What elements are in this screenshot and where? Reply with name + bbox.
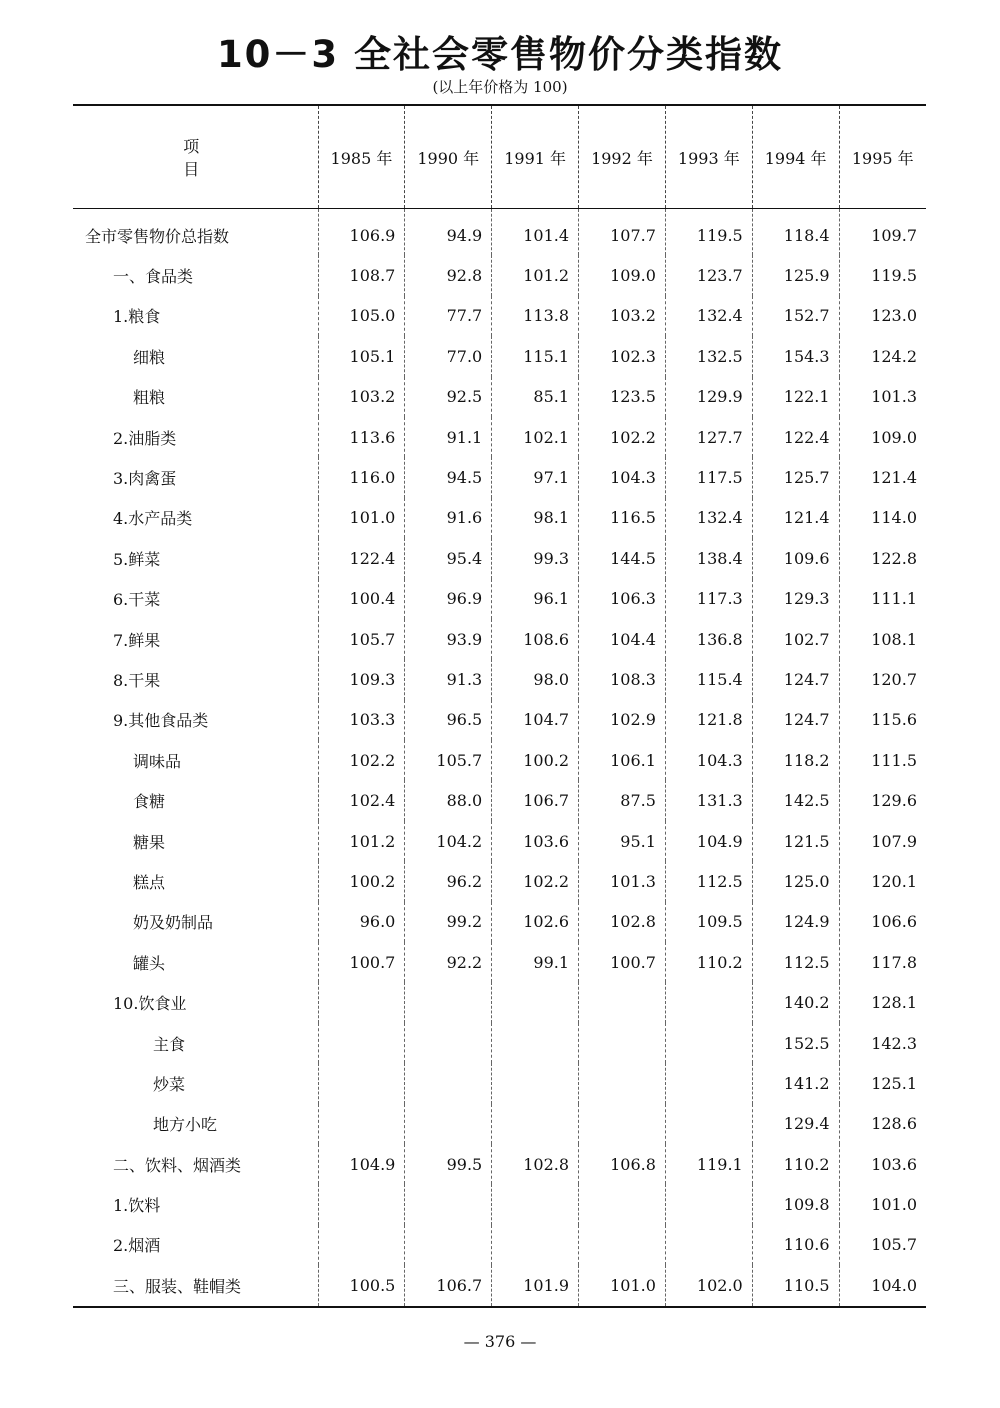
- index-value-cell: 96.2: [405, 861, 492, 901]
- table-row: [73, 1144, 926, 1184]
- index-value-cell: 106.3: [579, 579, 666, 619]
- table-row: [73, 209, 926, 256]
- header-year: 1985 年: [318, 105, 405, 209]
- index-value-cell: 112.5: [665, 861, 752, 901]
- index-value-cell: [405, 1023, 492, 1063]
- row-label: 8.干果: [113, 670, 161, 690]
- index-value-cell: 154.3: [752, 336, 839, 376]
- table-row: [73, 619, 926, 659]
- index-value-cell: 119.5: [665, 209, 752, 256]
- row-label: 调味品: [133, 751, 182, 771]
- index-value-cell: 125.7: [752, 457, 839, 497]
- row-label: 主食: [153, 1034, 186, 1054]
- index-value-cell: 120.7: [839, 659, 926, 699]
- index-value-cell: 96.1: [492, 579, 579, 619]
- index-value-cell: 118.2: [752, 740, 839, 780]
- index-value-cell: [318, 1023, 405, 1063]
- index-value-cell: [492, 1104, 579, 1144]
- table-header-row: [73, 105, 926, 209]
- index-value-cell: [492, 1023, 579, 1063]
- index-value-cell: 109.0: [579, 255, 666, 295]
- index-value-cell: 103.6: [492, 821, 579, 861]
- table-row: [73, 1023, 926, 1063]
- index-value-cell: 95.1: [579, 821, 666, 861]
- row-label: 地方小吃: [153, 1115, 218, 1135]
- index-value-cell: 122.4: [318, 538, 405, 578]
- index-value-cell: 103.3: [318, 700, 405, 740]
- index-value-cell: [492, 1225, 579, 1265]
- price-index-table: [73, 104, 926, 1308]
- index-value-cell: 105.0: [318, 296, 405, 336]
- row-label: 1.饮料: [113, 1196, 161, 1216]
- index-value-cell: 104.3: [665, 740, 752, 780]
- row-label: 5.鲜菜: [113, 549, 161, 569]
- index-value-cell: 106.7: [405, 1265, 492, 1306]
- index-value-cell: [579, 1184, 666, 1224]
- index-value-cell: 108.3: [579, 659, 666, 699]
- table-row: [73, 740, 926, 780]
- index-value-cell: 85.1: [492, 377, 579, 417]
- index-value-cell: 117.3: [665, 579, 752, 619]
- index-value-cell: 97.1: [492, 457, 579, 497]
- index-value-cell: 77.0: [405, 336, 492, 376]
- index-value-cell: 121.5: [752, 821, 839, 861]
- index-value-cell: 94.9: [405, 209, 492, 256]
- index-value-cell: 122.8: [839, 538, 926, 578]
- index-value-cell: 142.5: [752, 780, 839, 820]
- index-value-cell: 100.7: [579, 942, 666, 982]
- row-label: 4.水产品类: [113, 509, 193, 529]
- index-value-cell: 108.1: [839, 619, 926, 659]
- row-label: 全市零售物价总指数: [85, 226, 230, 246]
- index-value-cell: 102.2: [318, 740, 405, 780]
- index-value-cell: 101.4: [492, 209, 579, 256]
- index-value-cell: 123.7: [665, 255, 752, 295]
- row-label: 10.饮食业: [113, 994, 187, 1014]
- table-row: [73, 1225, 926, 1265]
- index-value-cell: 131.3: [665, 780, 752, 820]
- index-value-cell: [492, 1184, 579, 1224]
- table-row: [73, 579, 926, 619]
- header-item: 项 目: [73, 105, 318, 209]
- index-value-cell: 120.1: [839, 861, 926, 901]
- index-value-cell: 129.6: [839, 780, 926, 820]
- index-value-cell: 102.9: [579, 700, 666, 740]
- index-value-cell: 104.7: [492, 700, 579, 740]
- index-value-cell: 93.9: [405, 619, 492, 659]
- index-value-cell: [318, 1225, 405, 1265]
- index-value-cell: 99.5: [405, 1144, 492, 1184]
- row-label: 奶及奶制品: [133, 913, 214, 933]
- index-value-cell: [405, 1184, 492, 1224]
- index-value-cell: 103.2: [579, 296, 666, 336]
- index-value-cell: 123.0: [839, 296, 926, 336]
- table-row: [73, 498, 926, 538]
- index-value-cell: 100.2: [492, 740, 579, 780]
- index-value-cell: 132.5: [665, 336, 752, 376]
- index-value-cell: 105.7: [839, 1225, 926, 1265]
- index-value-cell: 106.1: [579, 740, 666, 780]
- table-body: [73, 209, 926, 1307]
- index-value-cell: 117.5: [665, 457, 752, 497]
- index-value-cell: 104.0: [839, 1265, 926, 1306]
- index-value-cell: [405, 1225, 492, 1265]
- index-value-cell: 115.1: [492, 336, 579, 376]
- index-value-cell: 101.0: [579, 1265, 666, 1306]
- index-value-cell: 96.9: [405, 579, 492, 619]
- table-row: [73, 700, 926, 740]
- index-value-cell: 104.9: [318, 1144, 405, 1184]
- index-value-cell: 102.1: [492, 417, 579, 457]
- index-value-cell: 119.1: [665, 1144, 752, 1184]
- index-value-cell: 115.4: [665, 659, 752, 699]
- header-year: 1995 年: [839, 105, 926, 209]
- index-value-cell: 104.2: [405, 821, 492, 861]
- index-value-cell: 100.4: [318, 579, 405, 619]
- table-row: [73, 538, 926, 578]
- table-row: [73, 902, 926, 942]
- row-label: 2.油脂类: [113, 428, 177, 448]
- index-value-cell: 101.0: [839, 1184, 926, 1224]
- row-label: 糕点: [133, 872, 166, 892]
- index-value-cell: 116.0: [318, 457, 405, 497]
- row-label: 罐头: [133, 953, 166, 973]
- index-value-cell: [492, 1063, 579, 1103]
- index-value-cell: 100.2: [318, 861, 405, 901]
- index-value-cell: 114.0: [839, 498, 926, 538]
- index-value-cell: 109.7: [839, 209, 926, 256]
- table-row: [73, 1063, 926, 1103]
- index-value-cell: 136.8: [665, 619, 752, 659]
- index-value-cell: 121.4: [752, 498, 839, 538]
- row-label: 1.粮食: [113, 307, 161, 327]
- index-value-cell: 101.3: [579, 861, 666, 901]
- index-value-cell: 102.7: [752, 619, 839, 659]
- index-value-cell: 129.9: [665, 377, 752, 417]
- index-value-cell: 106.6: [839, 902, 926, 942]
- index-value-cell: 103.2: [318, 377, 405, 417]
- index-value-cell: 107.7: [579, 209, 666, 256]
- row-label: 细粮: [133, 347, 166, 367]
- index-value-cell: 129.3: [752, 579, 839, 619]
- table-row: [73, 296, 926, 336]
- index-value-cell: [318, 1104, 405, 1144]
- index-value-cell: 117.8: [839, 942, 926, 982]
- index-value-cell: 152.7: [752, 296, 839, 336]
- index-value-cell: 152.5: [752, 1023, 839, 1063]
- index-value-cell: 102.6: [492, 902, 579, 942]
- row-label: 糖果: [133, 832, 166, 852]
- page-number: — 376 —: [463, 1332, 537, 1351]
- index-value-cell: [318, 1063, 405, 1103]
- row-label: 9.其他食品类: [113, 711, 209, 731]
- index-value-cell: 106.9: [318, 209, 405, 256]
- table-row: [73, 942, 926, 982]
- index-value-cell: 101.2: [492, 255, 579, 295]
- index-value-cell: 109.8: [752, 1184, 839, 1224]
- table-row: [73, 255, 926, 295]
- index-value-cell: 111.1: [839, 579, 926, 619]
- index-value-cell: 106.8: [579, 1144, 666, 1184]
- table-subtitle: (以上年价格为 100): [432, 78, 568, 96]
- index-value-cell: 87.5: [579, 780, 666, 820]
- index-value-cell: 108.7: [318, 255, 405, 295]
- index-value-cell: 118.4: [752, 209, 839, 256]
- header-year: 1993 年: [665, 105, 752, 209]
- index-value-cell: [318, 982, 405, 1022]
- index-value-cell: 99.3: [492, 538, 579, 578]
- index-value-cell: 110.2: [752, 1144, 839, 1184]
- index-value-cell: 102.3: [579, 336, 666, 376]
- row-label: 三、服装、鞋帽类: [113, 1276, 242, 1296]
- index-value-cell: 121.4: [839, 457, 926, 497]
- index-value-cell: 138.4: [665, 538, 752, 578]
- page-title: 10－3 全社会零售物价分类指数: [216, 33, 784, 76]
- index-value-cell: [665, 1063, 752, 1103]
- index-value-cell: 132.4: [665, 498, 752, 538]
- index-value-cell: 102.8: [579, 902, 666, 942]
- row-label: 7.鲜果: [113, 630, 161, 650]
- index-value-cell: 108.6: [492, 619, 579, 659]
- index-value-cell: 144.5: [579, 538, 666, 578]
- index-value-cell: 92.5: [405, 377, 492, 417]
- index-value-cell: 109.0: [839, 417, 926, 457]
- index-value-cell: [492, 982, 579, 1022]
- index-value-cell: 105.7: [405, 740, 492, 780]
- index-value-cell: 100.5: [318, 1265, 405, 1306]
- index-value-cell: 115.6: [839, 700, 926, 740]
- index-value-cell: 112.5: [752, 942, 839, 982]
- index-value-cell: 121.8: [665, 700, 752, 740]
- index-value-cell: [579, 1225, 666, 1265]
- index-value-cell: 113.6: [318, 417, 405, 457]
- index-value-cell: 129.4: [752, 1104, 839, 1144]
- index-value-cell: 125.1: [839, 1063, 926, 1103]
- index-value-cell: [405, 1104, 492, 1144]
- table-row: [73, 1104, 926, 1144]
- index-value-cell: 101.3: [839, 377, 926, 417]
- index-value-cell: 102.4: [318, 780, 405, 820]
- table-row: [73, 377, 926, 417]
- index-value-cell: 124.2: [839, 336, 926, 376]
- index-value-cell: 125.9: [752, 255, 839, 295]
- index-value-cell: 99.1: [492, 942, 579, 982]
- index-value-cell: 94.5: [405, 457, 492, 497]
- index-value-cell: 102.0: [665, 1265, 752, 1306]
- row-label: 粗粮: [133, 388, 166, 408]
- index-value-cell: 101.9: [492, 1265, 579, 1306]
- index-value-cell: [579, 1063, 666, 1103]
- index-value-cell: 124.9: [752, 902, 839, 942]
- index-value-cell: 128.1: [839, 982, 926, 1022]
- index-value-cell: 106.7: [492, 780, 579, 820]
- index-value-cell: 141.2: [752, 1063, 839, 1103]
- index-value-cell: 122.1: [752, 377, 839, 417]
- table-row: [73, 861, 926, 901]
- index-value-cell: 91.6: [405, 498, 492, 538]
- index-value-cell: [665, 1184, 752, 1224]
- index-value-cell: 100.7: [318, 942, 405, 982]
- index-value-cell: 77.7: [405, 296, 492, 336]
- index-value-cell: 103.6: [839, 1144, 926, 1184]
- index-value-cell: 119.5: [839, 255, 926, 295]
- index-value-cell: 104.3: [579, 457, 666, 497]
- index-value-cell: 128.6: [839, 1104, 926, 1144]
- index-value-cell: 98.0: [492, 659, 579, 699]
- index-value-cell: 102.2: [492, 861, 579, 901]
- index-value-cell: 109.5: [665, 902, 752, 942]
- index-value-cell: 127.7: [665, 417, 752, 457]
- index-value-cell: 122.4: [752, 417, 839, 457]
- row-label: 一、食品类: [113, 267, 194, 287]
- index-value-cell: 109.6: [752, 538, 839, 578]
- index-value-cell: 124.7: [752, 700, 839, 740]
- index-value-cell: [665, 1023, 752, 1063]
- header-year: 1992 年: [579, 105, 666, 209]
- index-value-cell: 104.4: [579, 619, 666, 659]
- index-value-cell: 142.3: [839, 1023, 926, 1063]
- index-value-cell: 140.2: [752, 982, 839, 1022]
- row-label: 炒菜: [153, 1074, 186, 1094]
- row-label: 2.烟酒: [113, 1236, 161, 1256]
- index-value-cell: 102.2: [579, 417, 666, 457]
- index-value-cell: 124.7: [752, 659, 839, 699]
- table-row: [73, 1265, 926, 1306]
- row-label: 食糖: [133, 792, 166, 812]
- index-value-cell: 95.4: [405, 538, 492, 578]
- table-row: [73, 780, 926, 820]
- index-value-cell: [665, 1225, 752, 1265]
- index-value-cell: 101.0: [318, 498, 405, 538]
- index-value-cell: 96.5: [405, 700, 492, 740]
- table-row: [73, 1184, 926, 1224]
- index-value-cell: [665, 982, 752, 1022]
- table-row: [73, 821, 926, 861]
- index-value-cell: [405, 1063, 492, 1103]
- index-value-cell: 102.8: [492, 1144, 579, 1184]
- header-year: 1990 年: [405, 105, 492, 209]
- index-value-cell: [665, 1104, 752, 1144]
- index-value-cell: 125.0: [752, 861, 839, 901]
- index-value-cell: 123.5: [579, 377, 666, 417]
- index-value-cell: 110.5: [752, 1265, 839, 1306]
- index-value-cell: 105.1: [318, 336, 405, 376]
- index-value-cell: 92.2: [405, 942, 492, 982]
- table-row: [73, 457, 926, 497]
- row-label: 3.肉禽蛋: [113, 469, 177, 489]
- index-value-cell: 91.3: [405, 659, 492, 699]
- index-value-cell: 88.0: [405, 780, 492, 820]
- index-value-cell: 99.2: [405, 902, 492, 942]
- index-value-cell: [579, 1104, 666, 1144]
- index-value-cell: 110.6: [752, 1225, 839, 1265]
- header-year: 1994 年: [752, 105, 839, 209]
- row-label: 6.干菜: [113, 590, 161, 610]
- index-value-cell: 116.5: [579, 498, 666, 538]
- index-value-cell: 104.9: [665, 821, 752, 861]
- index-value-cell: 105.7: [318, 619, 405, 659]
- index-value-cell: 113.8: [492, 296, 579, 336]
- index-value-cell: 98.1: [492, 498, 579, 538]
- index-value-cell: 92.8: [405, 255, 492, 295]
- index-value-cell: 111.5: [839, 740, 926, 780]
- index-value-cell: [318, 1184, 405, 1224]
- header-year: 1991 年: [492, 105, 579, 209]
- table-row: [73, 982, 926, 1022]
- index-value-cell: 109.3: [318, 659, 405, 699]
- index-value-cell: 96.0: [318, 902, 405, 942]
- table-row: [73, 336, 926, 376]
- index-value-cell: 110.2: [665, 942, 752, 982]
- index-value-cell: 132.4: [665, 296, 752, 336]
- index-value-cell: [579, 1023, 666, 1063]
- index-value-cell: 101.2: [318, 821, 405, 861]
- table-row: [73, 417, 926, 457]
- row-label: 二、饮料、烟酒类: [113, 1155, 242, 1175]
- table-row: [73, 659, 926, 699]
- index-value-cell: 91.1: [405, 417, 492, 457]
- index-value-cell: [579, 982, 666, 1022]
- index-value-cell: 107.9: [839, 821, 926, 861]
- index-value-cell: [405, 982, 492, 1022]
